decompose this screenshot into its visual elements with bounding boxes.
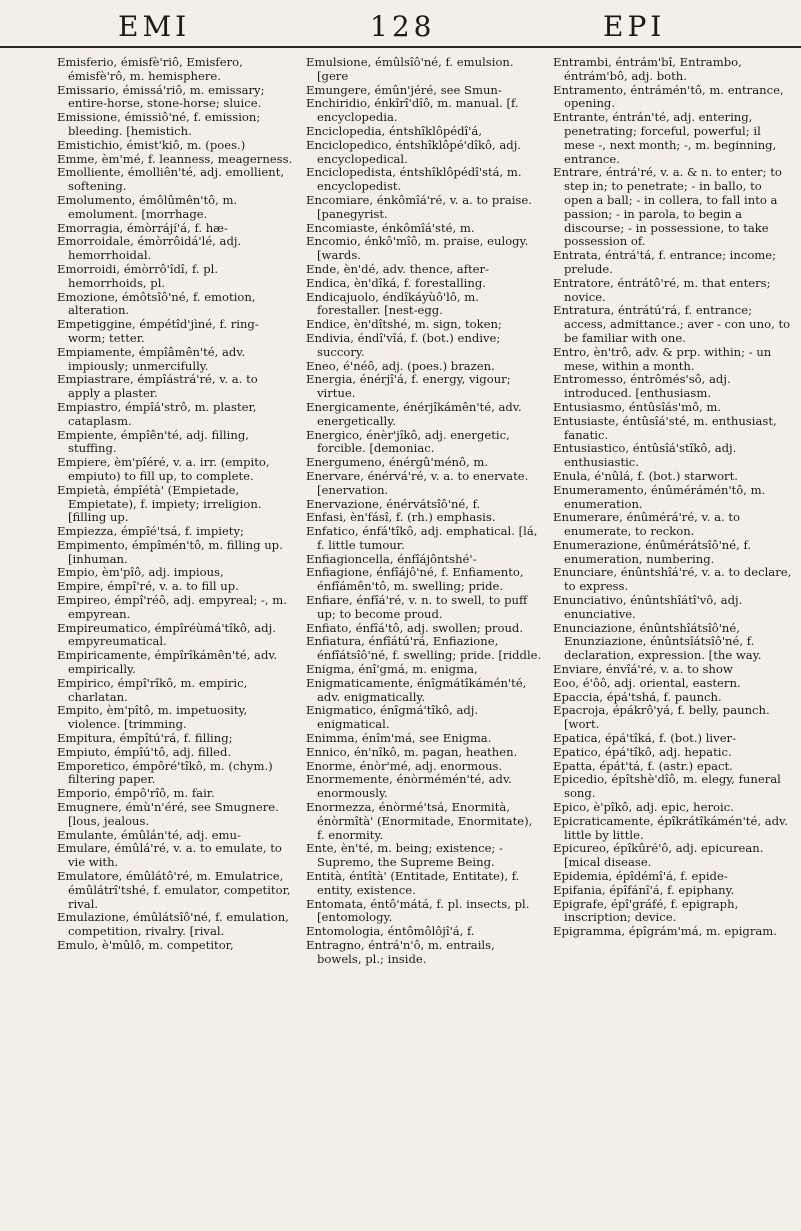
- dictionary-entry: Emulatore, émûlátô'ré, m. Emulatrice, émûlátrî'tshé, f. emulator, competitor, rival.: [57, 869, 291, 911]
- dictionary-entry: Enumerazione, énûmérátsîô'né, f. enumeration, numbering.: [553, 537, 752, 566]
- dictionary-entry: Enervazione, énérvátsîô'né, f.: [306, 496, 481, 511]
- dictionary-entry: Enorme, énòr'mé, adj. enormous.: [306, 758, 503, 773]
- dictionary-entry: Enfiato, énfîá'tô, adj. swollen; proud.: [306, 620, 524, 635]
- dictionary-entry: Enunciazione, énûntshîátsîô'né, Enunziazione, énûntsîátsîô'né, f. declaration, expression. [the way.: [553, 620, 762, 663]
- dictionary-entry: Energumeno, énérgû'ménô, m.: [306, 455, 489, 470]
- dictionary-entry: Empietà, émpîétà' (Empietade, Empietate), f. impiety; irreligion. [filling up.: [57, 482, 262, 525]
- dictionary-entry: Emme, èm'mé, f. leanness, meagerness.: [57, 151, 293, 166]
- dictionary-entry: Emulo, è'mûlô, m. competitor,: [57, 938, 234, 952]
- dictionary-entry: Enfiare, énfîá'ré, v. n. to swell, to puff up; to become proud.: [306, 593, 528, 621]
- dictionary-entry: Entragno, éntrá'n'ô, m. entrails, bowels, pl.; inside.: [306, 938, 495, 966]
- dictionary-entry: Enciclopedista, éntshîklôpédî'stá, m. encyclopedist.: [306, 165, 522, 194]
- dictionary-entry: Epigrafe, épî'gráfé, f. epigraph, inscription; device.: [553, 896, 739, 925]
- dictionary-entry: Entomata, éntô'mátá, f. pl. insects, pl. [entomology.: [306, 896, 530, 925]
- dictionary-entry: Epacroja, épákrô'yá, f. belly, paunch. [wort.: [553, 703, 770, 732]
- header-rule: [0, 46, 801, 48]
- dictionary-entry: Entrare, éntrá'ré, v. a. & n. to enter; to step in; to penetrate; - in ballo, to open a ball; - in collera, to fall into a passion; - in parola, to begin a discourse; - in possessione, to take possession of.: [553, 165, 782, 249]
- dictionary-entry: Emulare, émûlá'ré, v. a. to emulate, to vie with.: [57, 841, 282, 870]
- dictionary-entry: Enfasi, èn'fásî, f. (rh.) emphasis.: [306, 510, 496, 525]
- dictionary-entry: Emissione, émissiô'né, f. emission; bleeding. [hemistich.: [57, 110, 261, 138]
- column-1: [57, 56, 293, 1216]
- dictionary-entry: Enfiatura, énfîátú'rá, Enfiazione, énfîátsîô'né, f. swelling; pride. [riddle.: [306, 634, 542, 663]
- dictionary-entry: Enigma, énî'gmá, m. enigma,: [306, 662, 478, 677]
- dictionary-entry: Entrambi, éntrám'bî, Entrambo, éntrám'bô, adj. both.: [553, 56, 742, 83]
- column-2: [306, 56, 542, 1216]
- dictionary-entry: Ente, èn'té, m. being; existence; - Supremo, the Supreme Being.: [306, 841, 503, 870]
- page-header: [0, 0, 801, 46]
- dictionary-entry: Enigmatico, énîgmá'tîkô, adj. enigmatical.: [306, 703, 479, 732]
- dictionary-entry: Emistichio, émist'kiô, m. (poes.): [57, 137, 246, 152]
- dictionary-entry: Enciclopedia, éntshîklôpédî'á,: [306, 123, 483, 138]
- dictionary-entry: Entratore, éntrátô'ré, m. that enters; novice.: [553, 275, 771, 304]
- dictionary-entry: Epicureo, épîkûré'ô, adj. epicurean. [mical disease.: [553, 841, 764, 870]
- dictionary-entry: Enchiridio, énkîrî'dîô, m. manual. [f. encyclopedia.: [306, 96, 519, 125]
- dictionary-entry: Enula, é'nûlá, f. (bot.) starwort.: [553, 468, 738, 483]
- dictionary-entry: Epidemia, épîdémî'á, f. epide-: [553, 869, 728, 884]
- dictionary-entry: Empiere, èm'pîéré, v. a. irr. (empito, empiuto) to fill up, to complete.: [57, 455, 270, 483]
- dictionary-entry: Enormezza, énòrmé'tsá, Enormità, énòrmîtà' (Enormitade, Enormitate), f. enormity.: [306, 800, 533, 842]
- dictionary-entry: Empireo, émpî'réô, adj. empyreal; -, m. empyrean.: [57, 593, 287, 621]
- dictionary-entry: Entomologia, éntômôlôjî'á, f.: [306, 924, 475, 939]
- dictionary-entry: Entusiastico, éntûsîá'stîkô, adj. enthusiastic.: [553, 441, 737, 470]
- dictionary-entry: Empire, émpî'ré, v. a. to fill up.: [57, 579, 239, 594]
- dictionary-entry: Entusiasmo, éntûsîás'mô, m.: [553, 399, 722, 414]
- dictionary-entry: Emporio, émpô'rîô, m. fair.: [57, 786, 215, 801]
- dictionary-entry: Epicraticamente, épîkrátîkámén'té, adv. little by little.: [553, 813, 788, 842]
- dictionary-entry: Empirico, émpî'rîkô, m. empiric, charlatan.: [57, 675, 248, 704]
- dictionary-entry: Epicedio, épîtshè'dîô, m. elegy, funeral song.: [553, 772, 781, 801]
- dictionary-entry: Enciclopedico, éntshîklôpé'dîkô, adj. encyclopedical.: [306, 137, 521, 166]
- dictionary-entry: Enunciare, énûntshîá'ré, v. a. to declare, to express.: [553, 565, 792, 594]
- dictionary-entry: Emolliente, émolliên'té, adj. emollient, softening.: [57, 165, 285, 194]
- dictionary-entry: Endica, èn'dîká, f. forestalling.: [306, 275, 486, 290]
- dictionary-entry: Endicajuolo, éndîkáyùô'lô, m. forestaller. [nest-egg.: [306, 289, 479, 318]
- dictionary-entry: Entrante, éntrán'té, adj. entering, penetrating; forceful, powerful; il mese -, next month; -, m. beginning, entrance.: [553, 110, 777, 166]
- dictionary-entry: Emulante, émûlán'té, adj. emu-: [57, 827, 241, 842]
- dictionary-entry: Epico, è'pîkô, adj. epic, heroic.: [553, 800, 734, 815]
- dictionary-entry: Energico, énèr'jîkô, adj. energetic, forcible. [demoniac.: [306, 427, 510, 456]
- dictionary-entry: Empireumatico, émpîréùmá'tîkô, adj. empyreumatical.: [57, 620, 276, 649]
- dictionary-entry: Entramento, éntrámén'tô, m. entrance, opening.: [553, 82, 784, 111]
- dictionary-entry: Emisferio, émisfè'riô, Emisfero, émisfè'rô, m. hemisphere.: [57, 56, 243, 83]
- dictionary-entry: Enfatico, énfá'tîkô, adj. emphatical. [lá, f. little tumour.: [306, 524, 538, 552]
- dictionary-entry: Encomio, énkô'mîô, m. praise, eulogy. [wards.: [306, 234, 529, 263]
- dictionary-entry: Emulazione, émûlátsîô'né, f. emulation, competition, rivalry. [rival.: [57, 910, 289, 939]
- dictionary-entry: Empimento, émpîmén'tô, m. filling up. [inhuman.: [57, 537, 283, 566]
- dictionary-entry: Empiamente, émpîâmên'té, adv. impiously; unmercifully.: [57, 344, 246, 373]
- dictionary-entry: Emporetico, émpôré'tîkô, m. (chym.) filtering paper.: [57, 758, 273, 787]
- left-guide-word: EMI: [118, 10, 191, 43]
- dictionary-entry: Entusiaste, éntûsîá'sté, m. enthusiast, fanatic.: [553, 413, 777, 442]
- dictionary-entry: Emolumento, émôlûmên'tô, m. emolument. [morrhage.: [57, 192, 238, 221]
- dictionary-entry: Empiezza, émpîé'tsá, f. impiety;: [57, 524, 244, 539]
- dictionary-entry: Emugnere, émù'n'éré, see Smugnere. [lous, jealous.: [57, 800, 279, 828]
- dictionary-entry: Encomiare, énkômîá'ré, v. a. to praise. [panegyrist.: [306, 192, 532, 221]
- dictionary-entry: Empiente, émpîên'té, adj. filling, stuffing.: [57, 427, 249, 456]
- dictionary-entry: Emissario, émissá'riô, m. emissary; entire-horse, stone-horse; sluice.: [57, 82, 265, 111]
- dictionary-entry: Enigmaticamente, énîgmátîkámén'té, adv. enigmatically.: [306, 675, 527, 704]
- dictionary-entry: Emorragia, émòrrájí'á, f. hæ-: [57, 220, 228, 235]
- dictionary-entry: Epaccia, épá'tshá, f. paunch.: [553, 689, 722, 704]
- dictionary-entry: Empitura, émpîtú'rá, f. filling;: [57, 731, 233, 746]
- dictionary-entry: Eneo, é'néô, adj. (poes.) brazen.: [306, 358, 495, 373]
- dictionary-entry: Eoo, é'ôô, adj. oriental, eastern.: [553, 675, 741, 690]
- dictionary-entry: Emozione, émôtsîô'né, f. emotion, alteration.: [57, 289, 256, 318]
- dictionary-entry: Enviare, énvîá'ré, v. a. to show: [553, 662, 733, 677]
- dictionary-entry: Emungere, émûn'jéré, see Smun-: [306, 82, 502, 97]
- dictionary-entry: Enumeramento, énûmérámén'tô, m. enumeration.: [553, 482, 766, 511]
- dictionary-entry: Encomiaste, énkômîá'sté, m.: [306, 220, 475, 235]
- dictionary-entry: Empiuto, émpîú'tô, adj. filled.: [57, 744, 232, 759]
- dictionary-entry: Epatica, épá'tîká, f. (bot.) liver-: [553, 731, 737, 746]
- dictionary-entry: Enimma, énîm'má, see Enigma.: [306, 731, 492, 746]
- dictionary-entry: Epatico, épá'tîkô, adj. hepatic.: [553, 744, 732, 759]
- dictionary-entry: Enumerare, énûmérá'ré, v. a. to enumerate, to reckon.: [553, 510, 741, 539]
- dictionary-entry: Empiastrare, émpîástrá'ré, v. a. to apply a plaster.: [57, 372, 258, 401]
- dictionary-entry: Energia, énérjî'á, f. energy, vigour; virtue.: [306, 372, 511, 401]
- page-number: 128: [370, 10, 436, 43]
- dictionary-entry: Emulsione, émûlsîô'né, f. emulsion. [gere: [306, 56, 514, 83]
- dictionary-entry: Enunciativo, énûntshîátî'vô, adj. enunciative.: [553, 593, 743, 621]
- dictionary-entry: Entratura, éntrátú'rá, f. entrance; access, admittance.; aver - con uno, to be familiar with one.: [553, 303, 791, 345]
- dictionary-entry: Energicamente, énérjîkámên'té, adv. energetically.: [306, 399, 522, 428]
- right-guide-word: EPI: [603, 10, 666, 43]
- dictionary-entry: Epigramma, épîgrám'má, m. epigram.: [553, 924, 777, 939]
- dictionary-entry: Epatta, épát'tá, f. (astr.) epact.: [553, 758, 733, 773]
- dictionary-entry: Entromesso, éntrômés'sô, adj. introduced. [enthusiasm.: [553, 372, 731, 401]
- dictionary-entry: Ennico, én'nîkô, m. pagan, heathen.: [306, 744, 518, 759]
- dictionary-entry: Enfiagione, énfîájô'né, f. Enfiamento, énfîámên'tô, m. swelling; pride.: [306, 565, 524, 594]
- column-3: [553, 56, 793, 1216]
- dictionary-entry: Ende, èn'dé, adv. thence, after-: [306, 261, 489, 276]
- dictionary-entry: Entrata, éntrá'tá, f. entrance; income; prelude.: [553, 248, 777, 276]
- dictionary-entry: Empito, èm'pîtô, m. impetuosity, violence. [trimming.: [57, 703, 248, 732]
- dictionary-entry: Empiricamente, émpîrîkámên'té, adv. empirically.: [57, 648, 278, 677]
- dictionary-entry: Enormemente, énòrmémén'té, adv. enormously.: [306, 772, 512, 801]
- dictionary-entry: Endivia, éndî'vîá, f. (bot.) endive; succory.: [306, 330, 501, 359]
- dictionary-entry: Empiastro, émpîá'strô, m. plaster, cataplasm.: [57, 399, 257, 428]
- dictionary-entry: Epifania, épîfánî'á, f. epiphany.: [553, 882, 735, 897]
- dictionary-entry: Endice, èn'dîtshé, m. sign, token;: [306, 317, 502, 332]
- dictionary-entry: Empetiggine, émpétîd'jìné, f. ring-worm; tetter.: [57, 317, 259, 345]
- dictionary-entry: Entità, éntîtà' (Entitade, Entitate), f. entity, existence.: [306, 869, 520, 897]
- dictionary-entry: Empio, èm'pîô, adj. impious,: [57, 565, 224, 580]
- dictionary-entry: Enervare, énérvá'ré, v. a. to enervate. [enervation.: [306, 468, 529, 497]
- dictionary-entry: Entro, èn'trô, adv. & prp. within; - un mese, within a month.: [553, 344, 772, 373]
- dictionary-entry: Emorroidale, émòrrôidá'lé, adj. hemorrhoidal.: [57, 234, 242, 263]
- dictionary-entry: Emorroidi, émòrrô'îdî, f. pl. hemorrhoids, pl.: [57, 261, 219, 290]
- dictionary-entry: Enfiagioncella, énfîájôntshé'-: [306, 551, 477, 566]
